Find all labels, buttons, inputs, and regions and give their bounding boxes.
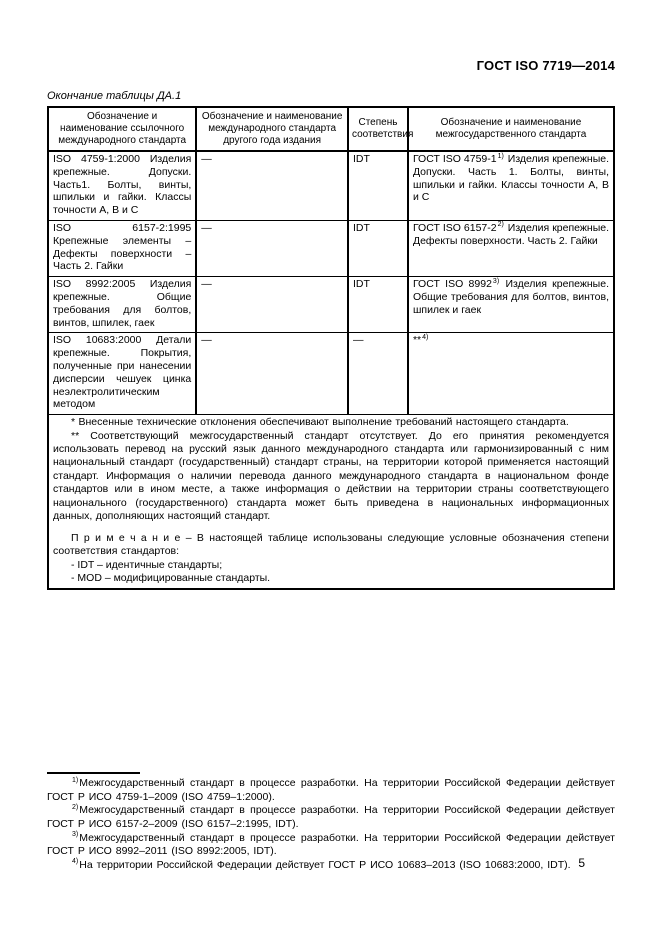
cell-reference-standard: ISO 4759-1:2000 Изделия крепежные. Допуски. Часть1. Болты, винты, шпильки и гайки. Классы точности А, В и С xyxy=(48,151,196,220)
footnote-ref-mark: 3) xyxy=(492,277,500,285)
interstate-name: Изделия крепежные. Общие требования для болтов, винтов, шпилек и гаек xyxy=(412,278,609,316)
page-footnote xyxy=(47,777,615,804)
footnote-ref-mark: 4) xyxy=(422,333,429,341)
table-header xyxy=(48,107,614,151)
table-row xyxy=(48,277,614,333)
cell-reference-standard: ISO 6157-2:1995 Крепежные элементы – Дефекты поверхности – Часть 2. Гайки xyxy=(48,220,196,276)
table-footnotes-row xyxy=(48,415,614,590)
cell-degree: IDT xyxy=(348,277,408,333)
page-content xyxy=(47,0,615,590)
table-header-row xyxy=(48,107,614,151)
standard-code-header: ГОСТ ISO 7719—2014 xyxy=(476,58,615,73)
table-footnote-double-star: ** Соответствующий межгосударственный стандарт отсутствует. До его принятия рекомендуется использовать перевод на русский язык данного международного стандарта или гармонизированный с ним национальный стандарт (государственный) стандарт страны, на территории которой применяется настоящий стандарт. Информация о наличии перевода данного международного стандарта в национальном фонде стандартов или в ином месте, а также информация о действии на территории страны соответствующего национального (государственного) стандарта может быть приведена в национальных информационных данных, дополняющих настоящий стандарт. xyxy=(53,429,609,523)
footnote-ref-mark: 1) xyxy=(497,152,504,160)
cell-other-edition: — xyxy=(196,151,348,220)
table-note-item-idt: - IDT – идентичные стандарты; xyxy=(71,558,223,571)
table-note-lead: П р и м е ч а н и е – В настоящей таблице использованы следующие условные обозначения степени соответствия стандартов: xyxy=(53,531,609,558)
footnote-text: Межгосударственный стандарт в процессе разработки. На территории Российской Федерации действует ГОСТ Р ИСО 4759-1–2009 (ISO 4759–1:2000). xyxy=(47,777,615,803)
footnote-mark: 1) xyxy=(72,776,79,784)
cell-interstate-standard xyxy=(408,333,614,415)
page-footnote xyxy=(47,804,615,831)
cell-degree: IDT xyxy=(348,220,408,276)
table-body xyxy=(48,151,614,589)
col-header-degree: Степень соответствия xyxy=(348,107,408,151)
cell-interstate-standard xyxy=(408,151,614,220)
footnote-ref-mark: 2) xyxy=(497,221,504,229)
interstate-code: ГОСТ ISO 8992 xyxy=(412,278,492,291)
col-header-other-edition: Обозначение и наименование международного стандарта другого года издания xyxy=(196,107,348,151)
table-footnotes-cell xyxy=(48,415,614,590)
cell-other-edition: — xyxy=(196,277,348,333)
page-footnote xyxy=(47,832,615,859)
interstate-code: ГОСТ ISO 4759-1 xyxy=(412,153,497,165)
col-header-interstate-standard: Обозначение и наименование межгосударственного стандарта xyxy=(408,107,614,151)
table-row xyxy=(48,151,614,220)
footnote-separator xyxy=(47,772,140,774)
interstate-name: Изделия крепежные. Дефекты поверхности. Часть 2. Гайки xyxy=(412,221,609,247)
correspondence-table xyxy=(47,106,615,590)
interstate-name: Изделия крепежные. Допуски. Часть 1. Болты, винты, шпильки и гайки. Классы точности А, В и С xyxy=(412,153,609,204)
footnote-mark: 2) xyxy=(72,803,79,811)
table-note xyxy=(53,532,609,586)
interstate-code: ГОСТ ISO 6157-2 xyxy=(412,221,497,234)
table-row xyxy=(48,220,614,276)
cell-other-edition: — xyxy=(196,333,348,415)
cell-reference-standard: ISO 10683:2000 Детали крепежные. Покрытия, полученные при нанесении дисперсии чешуек цинка неэлектролитическим методом xyxy=(48,333,196,415)
page-number: 5 xyxy=(578,856,585,870)
table-note-item-mod: - MOD – модифицированные стандарты. xyxy=(71,571,271,584)
table-footnote-single-star: * Внесенные технические отклонения обеспечивают выполнение требований настоящего стандарта. xyxy=(71,416,569,429)
table-row xyxy=(48,333,614,415)
cell-interstate-standard xyxy=(408,277,614,333)
table-caption: Окончание таблицы ДА.1 xyxy=(47,90,182,102)
interstate-code: ** xyxy=(412,334,422,347)
cell-reference-standard: ISO 8992:2005 Изделия крепежные. Общие требования для болтов, винтов, шпилек, гаек xyxy=(48,277,196,333)
page-footnote xyxy=(47,859,615,873)
cell-degree: — xyxy=(348,333,408,415)
footnote-mark: 3) xyxy=(72,831,79,839)
footnote-text: Межгосударственный стандарт в процессе разработки. На территории Российской Федерации действует ГОСТ Р ИСО 6157-2–2009 (ISO 6157–2:1995, IDT). xyxy=(47,804,615,830)
footnote-text: На территории Российской Федерации действует ГОСТ Р ИСО 10683–2013 (ISO 10683:2000, IDT). xyxy=(79,858,571,871)
cell-other-edition: — xyxy=(196,220,348,276)
col-header-reference-standard: Обозначение и наименование ссылочного международного стандарта xyxy=(48,107,196,151)
page-footnotes-block xyxy=(47,772,615,872)
footnote-text: Межгосударственный стандарт в процессе разработки. На территории Российской Федерации действует ГОСТ Р ИСО 8992–2011 (ISO 8992:2005, IDT). xyxy=(47,831,615,858)
cell-interstate-standard xyxy=(408,220,614,276)
footnote-mark: 4) xyxy=(72,858,79,866)
cell-degree: IDT xyxy=(348,151,408,220)
